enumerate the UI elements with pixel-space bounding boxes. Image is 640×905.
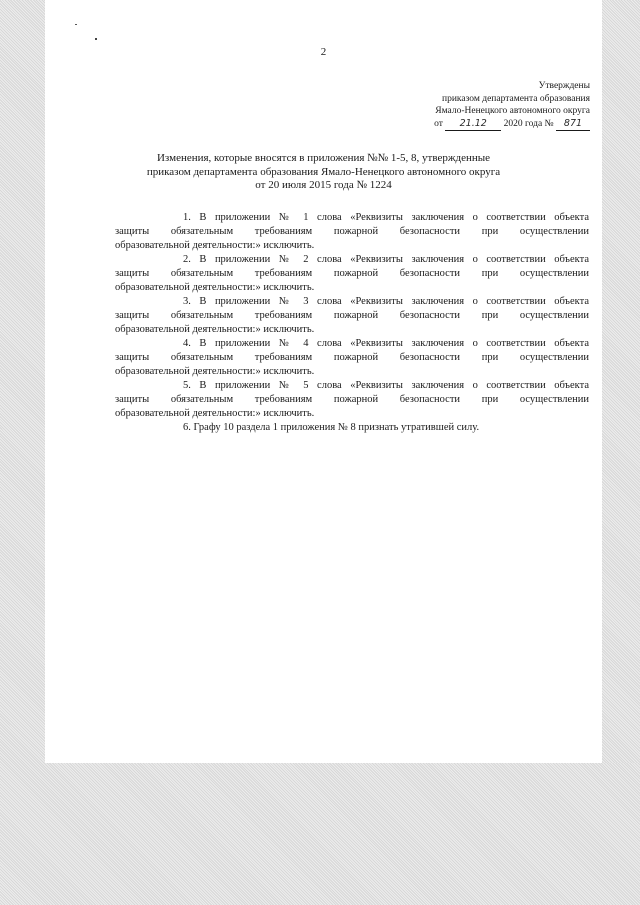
scan-border-bottom [0,763,640,905]
scan-speck [95,38,97,40]
item-line: защиты обязательным требованиям пожарной безопасности при осуществлении [115,268,589,279]
title-line: от 20 июля 2015 года № 1224 [255,179,392,191]
title-line: Изменения, которые вносятся в приложения №№ 1-5, 8, утвержденные [156,152,491,164]
document-body [115,211,589,435]
amendment-item [115,421,589,435]
amendment-item [115,337,589,379]
item-line: образовательной деятельности:» исключить. [115,408,315,419]
item-line: образовательной деятельности:» исключить. [115,366,315,377]
item-line: 3. В приложении № 3 слова «Реквизиты заключения о соответствии объекта [183,296,589,307]
item-line: 5. В приложении № 5 слова «Реквизиты заключения о соответствии объекта [183,380,589,391]
item-line: 6. Графу 10 раздела 1 приложения № 8 признать утратившей силу. [183,422,480,433]
year-text: 2020 года № [503,118,554,129]
item-line: защиты обязательным требованиям пожарной безопасности при осуществлении [115,352,589,363]
amendment-item [115,253,589,295]
title-line: приказом департамента образования Ямало-Ненецкого автономного округа [146,165,501,178]
handwritten-date: 21.12 [445,118,501,132]
item-line: защиты обязательным требованиям пожарной безопасности при осуществлении [115,310,589,321]
approval-date-line [370,118,590,132]
item-line: образовательной деятельности:» исключить. [115,240,315,251]
item-line: 4. В приложении № 4 слова «Реквизиты заключения о соответствии объекта [183,338,589,349]
scan-speck [75,24,77,25]
date-prefix: от [434,118,443,129]
approval-line: Утверждены [538,81,590,91]
item-line: образовательной деятельности:» исключить. [115,282,315,293]
approval-block [370,80,590,131]
document-title [105,152,542,193]
item-line: образовательной деятельности:» исключить. [115,324,315,335]
item-line: 1. В приложении № 1 слова «Реквизиты заключения о соответствии объекта [183,212,589,223]
handwritten-order-number: 871 [556,118,590,132]
document-page [45,0,602,763]
item-line: защиты обязательным требованиям пожарной безопасности при осуществлении [115,394,589,405]
approval-line: Ямало-Ненецкого автономного округа [435,106,590,116]
item-line: 2. В приложении № 2 слова «Реквизиты заключения о соответствии объекта [183,254,589,265]
amendment-item [115,211,589,253]
item-line: защиты обязательным требованиям пожарной безопасности при осуществлении [115,226,589,237]
amendment-item [115,379,589,421]
page-number: 2 [320,46,327,58]
amendment-item [115,295,589,337]
approval-line: приказом департамента образования [441,93,590,104]
